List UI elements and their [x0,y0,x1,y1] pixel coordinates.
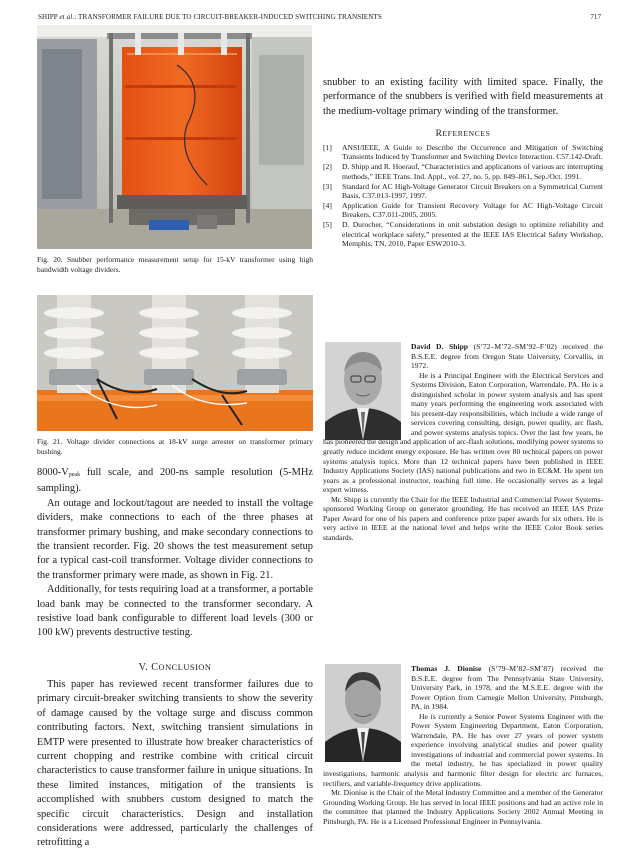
running-header-title: SHIPP et al.: TRANSFORMER FAILURE DUE TO CIRCUIT-BREAKER-INDUCED SWITCHING TRANSIENTS [38,13,382,21]
paragraph-sampling: $8000-V_{peak}$ full scale, and 200-ns sample resolution (5-MHz sampling). [37,467,313,495]
dionise-bio-intro: Thomas J. Dionise (S’79–M’82–SM’87) received the B.S.E.E. degree from The Pennsylvania State University, University Park, in 1978, and the M.S.E.E. degree with the Power Option from Carnegie Mellon University, Pittsburgh, PA, in 1984. [411,664,603,712]
shipp-bio-intro: David D. Shipp (S’72–M’72–SM’92–F’02) received the B.S.E.E. degree from Oregon State University, Corvallis, in 1972. [411,342,603,371]
figure-20-caption: Fig. 20. Snubber performance measurement setup for 15-kV transformer using high bandwidth voltage dividers. [37,255,313,274]
dionise-bio-career: He is currently a Senior Power Systems Engineer with the Power System Engineering Department, Eaton Corporation, Warrendale, PA. He has over 27 years of power system experience involving analytical studies and power quality investigations of industrial and commercial power systems. In the metal industry, he has specialized in power quality investigations, harmonic analysis and harmonic filter design for electric arc furnaces, rectifiers, and variable-frequency drive applications. [323,711,603,788]
reference-item: [3] Standard for AC High-Voltage Generator Circuit Breakers on a Symmetrical Current Basis, C37.013-1997, 1997. [323,181,603,201]
figure-21-photo [37,295,313,431]
voltage-divider-connections-illustration [37,295,313,431]
references-heading: REFERENCES [435,129,491,139]
reference-item: [5] D. Durocher, “Considerations in unit substation design to optimize reliability and electrical workplace safety,” presented at the IEEE IAS Electrical Safety Workshop, Memphis, TN, 2010, Paper ESW2010-3. [323,220,603,249]
page-number: 717 [590,13,601,21]
reference-item: [1] ANSI/IEEE, A Guide to Describe the Occurrence and Mitigation of Switching Transients Induced by Transformer and Switching Device Interaction. C57.142-Draft. [323,143,603,162]
shipp-bio-career: He is a Principal Engineer with the Electrical Services and Systems Division, Eaton Corporation, Warrendale, PA. He is a distinguished scholar in power system analysis and has spent many years performing the engineering work associated with his present-day responsibilities, which include a wide range of services covering consulting, design, power quality, arc flash, and power systems analysis topics. Over the last few years, he has pioneered the design and application of arc-flash solutions, modifying power systems to greatly reduce incident energy exposure. He has written over 80 technical papers on power systems analysis topics. More than 12 technical papers have been published in IEEE Industry Applications Society (IAS) national publications and two in EC&M. He spent ten years as a professional instructor, teaching full time. He occasionally serves as a legal expert witness. [323,370,603,495]
shipp-bio-ieee: Mr. Shipp is currently the Chair for the IEEE Industrial and Commercial Power Systems-sponsored Working Group on generator grounding. He has received an IEEE IAS Prize Paper Award for one of his papers and conference prize paper awards for six others. He is very active in IEEE at the national level and helps write the IEEE Color Book series standards. [323,494,603,542]
dionise-biography [323,664,603,826]
reference-item: [2] D. Shipp and R. Hoerauf, “Characteristics and applications of various arc interrupting methods,” IEEE Trans. Ind. Appl., vol. 27, no. 5, pp. 849–861, Sep./Oct. 1991. [323,162,603,181]
right-column-continuation: snubber to an existing facility with limited space. Finally, the performance of the snubbers is verified with field measurements at the medium-voltage primary winding of the transformer. [323,77,603,117]
figure-20-photo [37,25,312,249]
conclusion-text: This paper has reviewed recent transformer failures due to primary circuit-breaker switching transients to show the severity of damage caused by the voltage surge and discuss common contributing factors. Next, switching transient simulations in EMTP were presented to illustrate how breaker characteristics of current chopping and restrike combine with critical circuit characteristics to cause transformer failure in unique situations. In these limited instances, mitigation of the transients is accomplished with snubbers custom designed to match the specific circuit characteristics. Design and installation considerations were addressed, particularly the challenges of retrofitting a [37,679,313,849]
paragraph-load-bank: Additionally, for tests requiring load at a transformer, a portable load bank may be connected to the transformer secondary. A resistive load bank configurable to different load levels (300 or 100 kW) prevents destructive testing. [37,584,313,639]
left-column-body [37,466,313,641]
reference-item: [4] Application Guide for Transient Recovery Voltage for AC High-Voltage Circuit Breakers, C37.011-2005, 2005. [323,200,603,220]
paragraph-outage: An outage and lockout/tagout are needed to install the voltage dividers, make connections to each of the three phases at transformer primary bushing, and make secondary connections to the transient recorder. Fig. 20 shows the test measurement setup for a typical cast-coil transformer. Voltage divider connections to the transformer primary were made, as shown in Fig. 21. [37,497,313,581]
figure-21-caption: Fig. 21. Voltage divider connections at 18-kV surge arrester on transformer primary bushing. [37,437,313,456]
shipp-biography [323,342,603,542]
reference-list [323,143,603,249]
snubber-measurement-setup-illustration [37,25,312,249]
conclusion-heading: V. CONCLUSION [138,662,212,673]
dionise-bio-ieee: Mr. Dionise is the Chair of the Metal Industry Committee and a member of the Generator Grounding Working Group. He has served in local IEEE positions and had an active role in the committee that planned the Industry Applications Society 2002 Annual Meeting in Pittsburgh, PA. He is a Licensed Professional Engineer in Pennsylvania. [323,788,603,826]
